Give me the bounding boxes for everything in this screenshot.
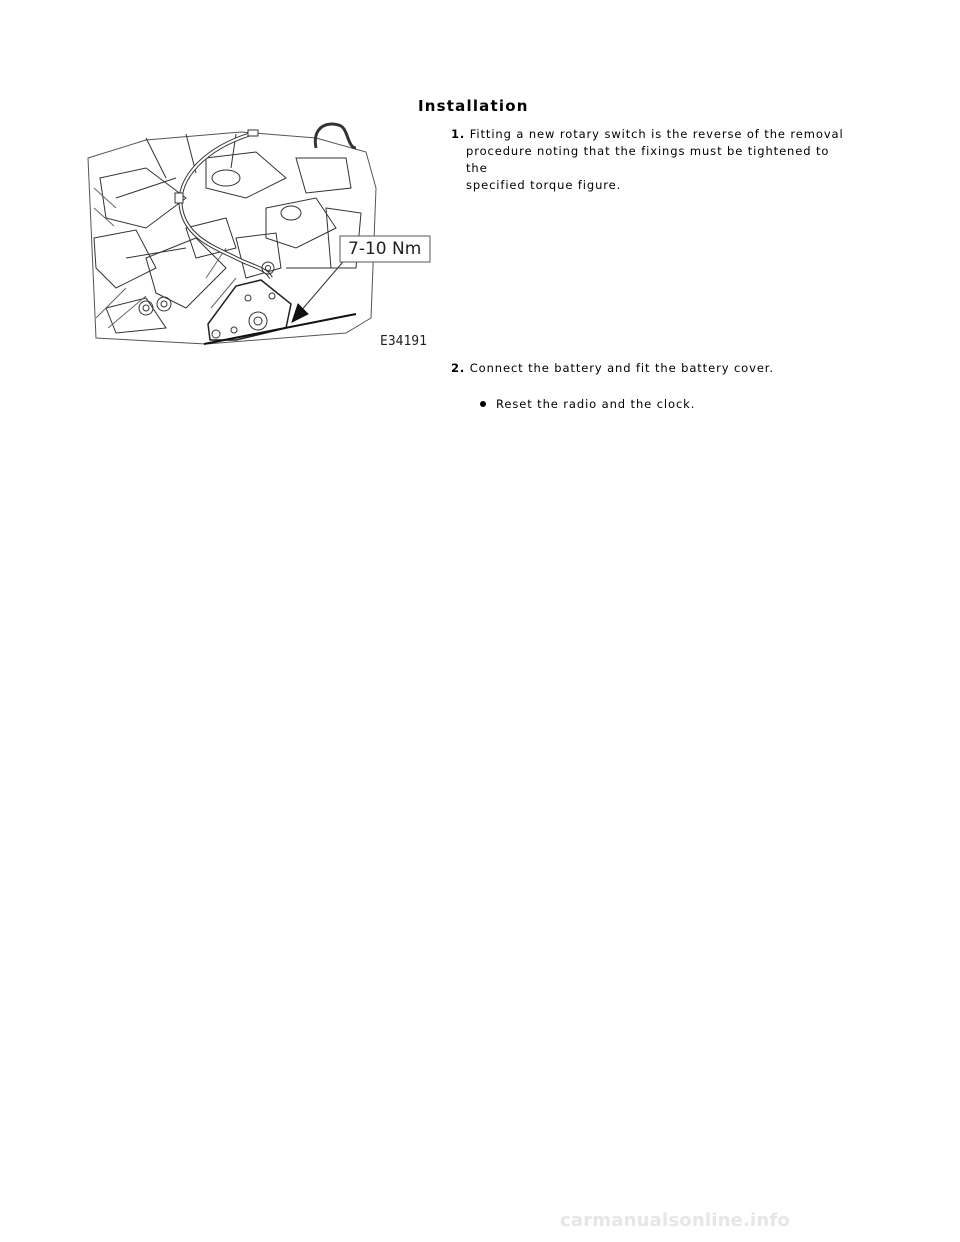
bullet-item (480, 396, 695, 413)
torque-callout: 7-10 Nm (348, 239, 422, 259)
step-number: 2. (451, 361, 466, 375)
step-1 (451, 126, 851, 194)
figure-reference: E34191 (380, 334, 427, 349)
rotary-switch-illustration (86, 118, 448, 354)
step-2 (451, 360, 851, 377)
step-text: Connect the battery and fit the battery cover. (469, 361, 774, 375)
step-text: Fitting a new rotary switch is the reverse of the removal (469, 127, 844, 141)
step-number: 1. (451, 127, 466, 141)
bullet-dot-icon (480, 401, 486, 407)
step-text: procedure noting that the fixings must be tightened to the (466, 144, 830, 175)
step-text: specified torque figure. (466, 178, 622, 192)
watermark: carmanualsonline.info (560, 1210, 791, 1231)
section-heading: Installation (418, 97, 529, 115)
bullet-text: Reset the radio and the clock. (496, 397, 696, 411)
